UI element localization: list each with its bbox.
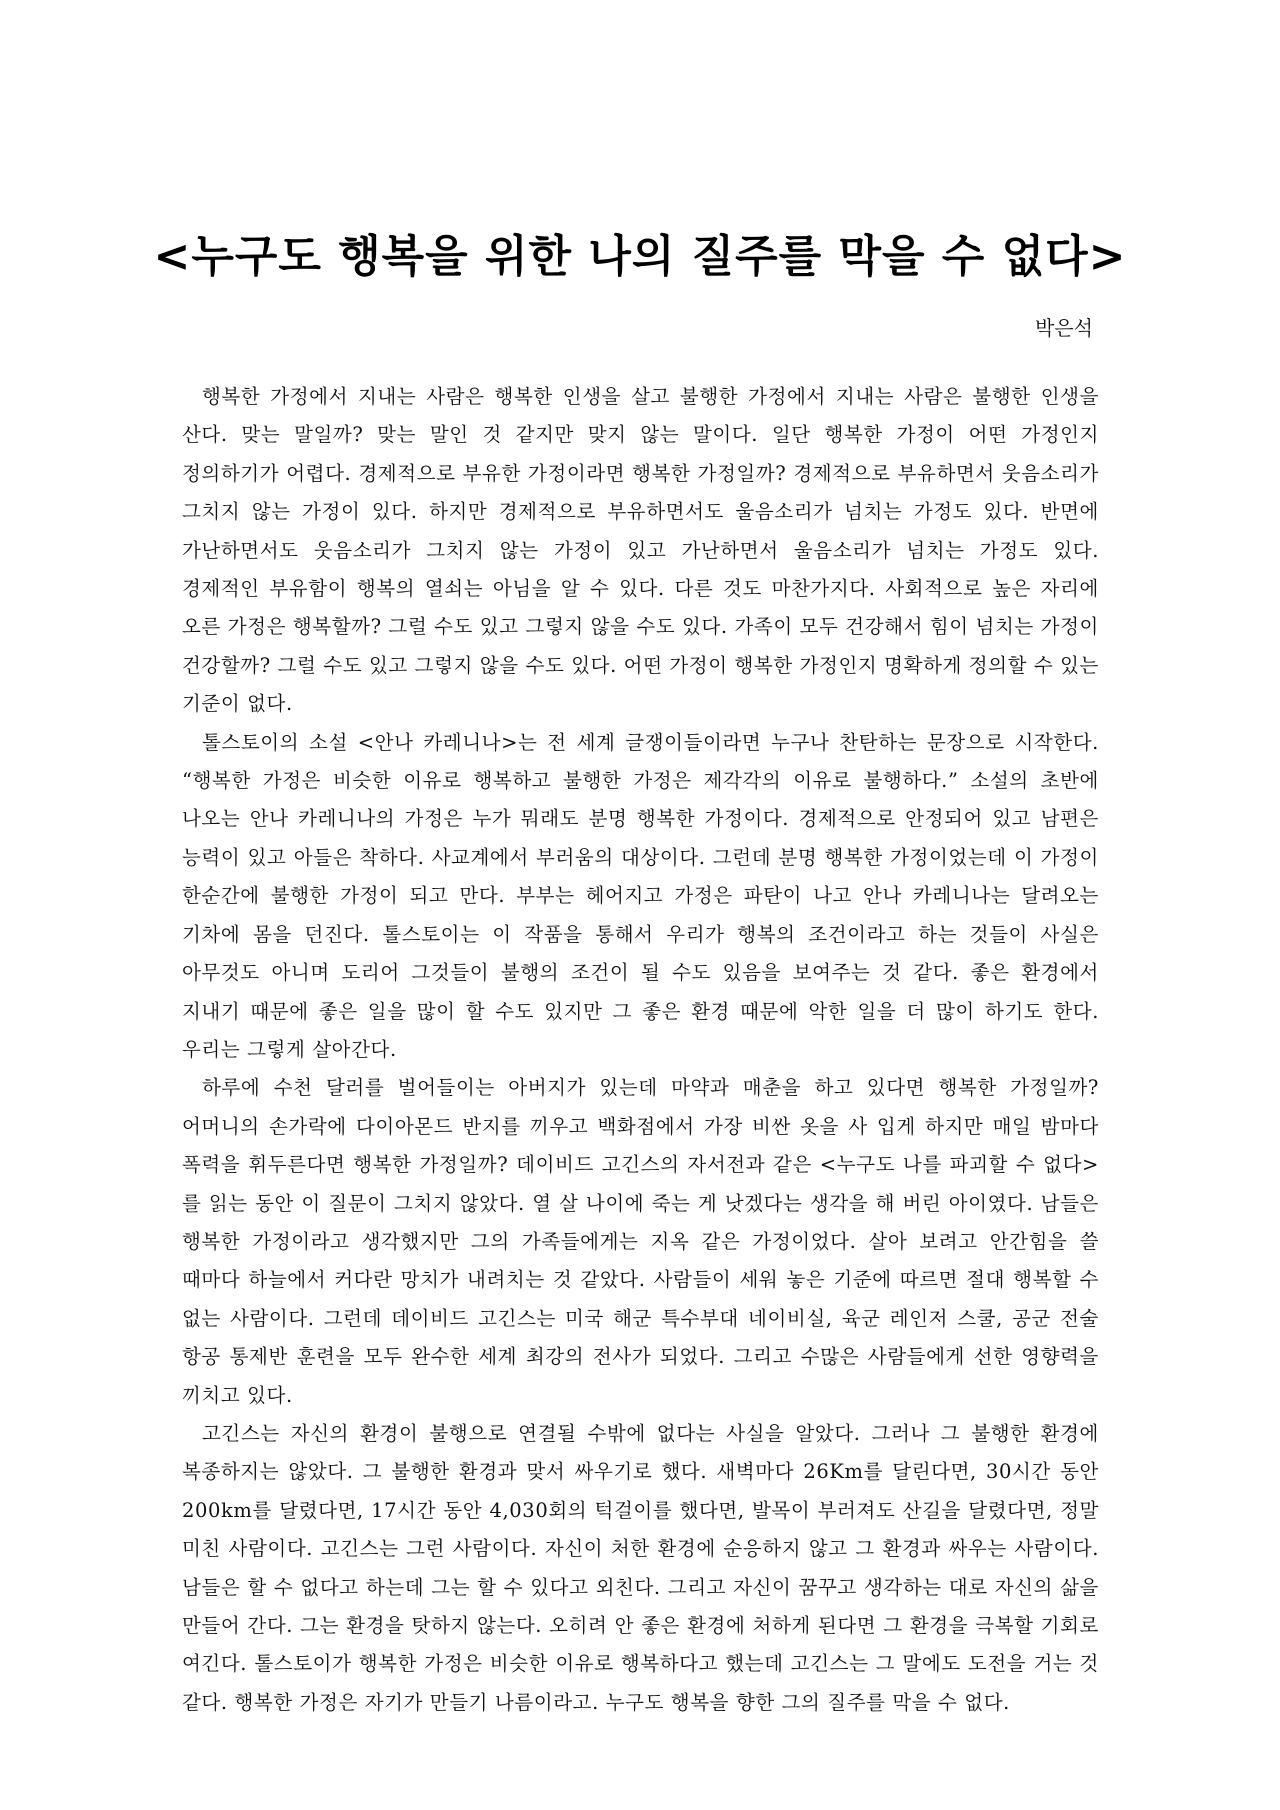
- author-name: 박은석: [1035, 316, 1093, 340]
- paragraph: 하루에 수천 달러를 벌어들이는 아버지가 있는데 마약과 매춘을 하고 있다면 행복한 가정일까? 어머니의 손가락에 다이아몬드 반지를 끼우고 백화점에서 가장 비싼 옷을 사 입게 하지만 매일 밤마다 폭력을 휘두른다면 행복한 가정일까? 데이비드 고긴스의 자서전과 같은 <누구도 나를 파괴할 수 없다>를 읽는 동안 이 질문이 그치지 않았다. 열 살 나이에 죽는 게 낫겠다는 생각을 해 버린 아이였다. 남들은 행복한 가정이라고 생각했지만 그의 가족들에게는 지옥 같은 가정이었다. 살아 보려고 안간힘을 쓸 때마다 하늘에서 커다란 망치가 내려치는 것 같았다. 사람들이 세워 놓은 기준에 따르면 절대 행복할 수 없는 사람이다. 그런데 데이비드 고긴스는 미국 해군 특수부대 네이비실, 육군 레인저 스쿨, 공군 전술 항공 통제반 훈련을 모두 완수한 세계 최강의 전사가 되었다. 그리고 수많은 사람들에게 선한 영향력을 끼치고 있다.: [182, 1076, 1099, 1407]
- document-title: <누구도 행복을 위한 나의 질주를 막을 수 없다>: [153, 231, 1127, 283]
- paragraph: 톨스토이의 소설 <안나 카레니나>는 전 세계 글쟁이들이라면 누구나 찬탄하는 문장으로 시작한다. “행복한 가정은 비슷한 이유로 행복하고 불행한 가정은 제각각의 이유로 불행하다.” 소설의 초반에 나오는 안나 카레니나의 가정은 누가 뭐래도 분명 행복한 가정이다. 경제적으로 안정되어 있고 남편은 능력이 있고 아들은 착하다. 사교계에서 부러움의 대상이다. 그런데 분명 행복한 가정이었는데 이 가정이 한순간에 불행한 가정이 되고 만다. 부부는 헤어지고 가정은 파탄이 나고 안나 카레니나는 달려오는 기차에 몸을 던진다. 톨스토이는 이 작품을 통해서 우리가 행복의 조건이라고 하는 것들이 사실은 아무것도 아니며 도리어 그것들이 불행의 조건이 될 수도 있음을 보여주는 것 같다. 좋은 환경에서 지내기 때문에 좋은 일을 많이 할 수도 있지만 그 좋은 환경 때문에 악한 일을 더 많이 하기도 한다. 우리는 그렇게 살아간다.: [182, 730, 1099, 1061]
- paragraph: 고긴스는 자신의 환경이 불행으로 연결될 수밖에 없다는 사실을 알았다. 그러나 그 불행한 환경에 복종하지는 않았다. 그 불행한 환경과 맞서 싸우기로 했다. 새벽마다 26Km를 달린다면, 30시간 동안 200km를 달렸다면, 17시간 동안 4,030회의 턱걸이를 했다면, 발목이 부러져도 산길을 달렸다면, 정말 미친 사람이다. 고긴스는 그런 사람이다. 자신이 처한 환경에 순응하지 않고 그 환경과 싸우는 사람이다. 남들은 할 수 없다고 하는데 그는 할 수 있다고 외친다. 그리고 자신이 꿈꾸고 생각하는 대로 자신의 삶을 만들어 간다. 그는 환경을 탓하지 않는다. 오히려 안 좋은 환경에 처하게 된다면 그 환경을 극복할 기회로 여긴다. 톨스토이가 행복한 가정은 비슷한 이유로 행복하다고 했는데 고긴스는 그 말에도 도전을 거는 것 같다. 행복한 가정은 자기가 만들기 나름이라고. 누구도 행복을 향한 그의 질주를 막을 수 없다.: [182, 1421, 1099, 1714]
- paragraph: 행복한 가정에서 지내는 사람은 행복한 인생을 살고 불행한 가정에서 지내는 사람은 불행한 인생을 산다. 맞는 말일까? 맞는 말인 것 같지만 맞지 않는 말이다. 일단 행복한 가정이 어떤 가정인지 정의하기가 어렵다. 경제적으로 부유한 가정이라면 행복한 가정일까? 경제적으로 부유하면서 웃음소리가 그치지 않는 가정이 있다. 하지만 경제적으로 부유하면서도 울음소리가 넘치는 가정도 있다. 반면에 가난하면서도 웃음소리가 그치지 않는 가정이 있고 가난하면서 울음소리가 넘치는 가정도 있다. 경제적인 부유함이 행복의 열쇠는 아님을 알 수 있다. 다른 것도 마찬가지다. 사회적으로 높은 자리에 오른 가정은 행복할까? 그럴 수도 있고 그렇지 않을 수도 있다. 가족이 모두 건강해서 힘이 넘치는 가정이 건강할까? 그럴 수도 있고 그렇지 않을 수도 있다. 어떤 가정이 행복한 가정인지 명확하게 정의할 수 있는 기준이 없다.: [182, 385, 1100, 716]
- essay-body: [182, 378, 1099, 1722]
